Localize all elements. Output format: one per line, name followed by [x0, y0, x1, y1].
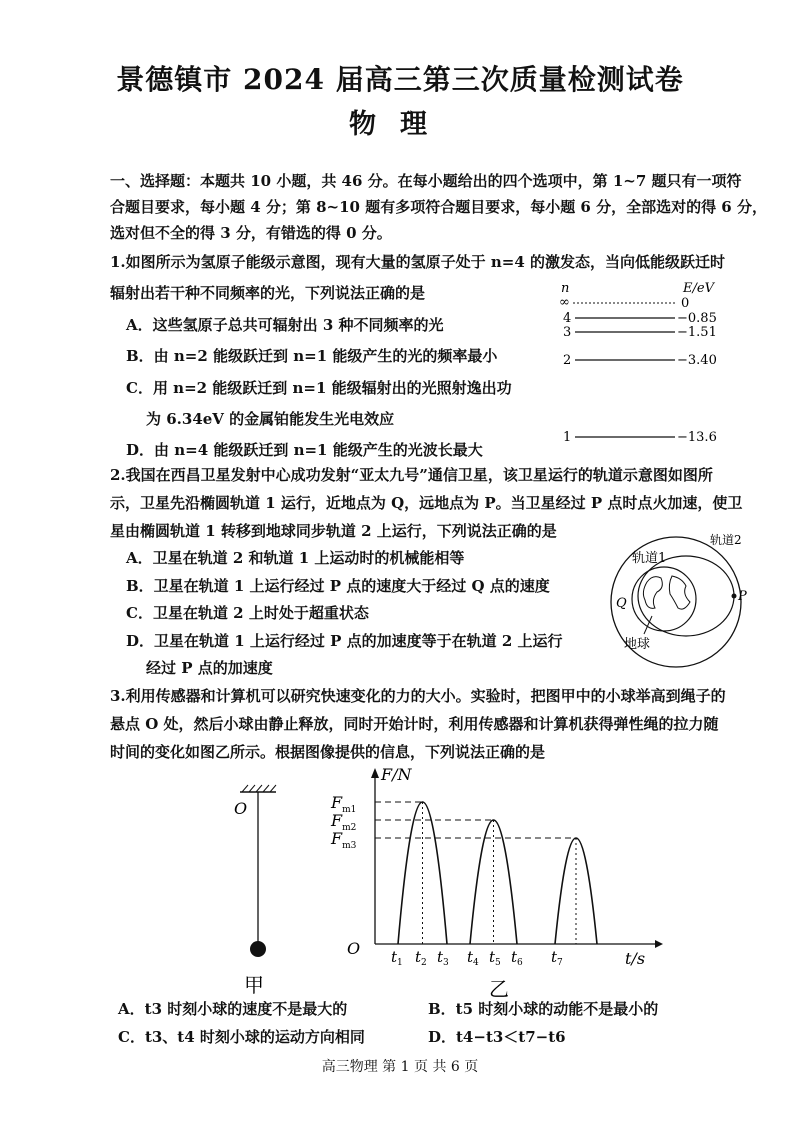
- figure-yi-label: 乙: [489, 977, 509, 1001]
- section-line-2: 合题目要求，每小题 4 分；第 8~10 题有多项符合题目要求，每小题 6 分，全部选对的得 6 分，: [110, 198, 767, 216]
- q2-option-d-1: D．卫星在轨道 1 上运行经过 P 点的加速度等于在轨道 2 上运行: [126, 632, 563, 650]
- fm-subscript-2: m2: [342, 823, 357, 833]
- earth-label: 地球: [624, 637, 651, 652]
- figure-yi-force-graph: [325, 762, 670, 1002]
- q2-option-b: B．卫星在轨道 1 上运行经过 P 点的速度大于经过 Q 点的速度: [126, 577, 550, 595]
- figure-jia-label: 甲: [244, 973, 264, 997]
- q1-stem-2: 辐射出若干种不同频率的光，下列说法正确的是: [110, 284, 426, 302]
- t-subscript-3: 3: [443, 958, 449, 968]
- t-label-2: $t_2$: [415, 948, 427, 968]
- q2-stem-1: 2.我国在西昌卫星发射中心成功发射“亚太九号”通信卫星，该卫星运行的轨道示意图如图所: [110, 466, 713, 484]
- origin-label: O: [347, 939, 361, 958]
- q3-stem-3: 时间的变化如图乙所示。根据图像提供的信息，下列说法正确的是: [110, 743, 546, 761]
- continent-outline-2: [669, 576, 690, 609]
- point-q-label: Q: [616, 596, 627, 611]
- point-p-dot: [732, 594, 737, 599]
- n-axis-label: n: [561, 281, 570, 296]
- q2-option-c: C．卫星在轨道 2 上时处于超重状态: [126, 604, 369, 622]
- level-e-4: −0.85: [677, 311, 717, 326]
- q3-option-a: A．t3 时刻小球的速度不是最大的: [118, 1000, 348, 1018]
- t-subscript-5: 5: [495, 958, 501, 968]
- level-e-1: −13.6: [677, 430, 717, 445]
- level-n-3: 3: [563, 325, 572, 340]
- level-n-1: 1: [563, 430, 572, 445]
- fm-label-2: $F_{m2}$: [331, 811, 357, 833]
- q1-option-c-1: C．用 n=2 能级跃迁到 n=1 能级辐射出的光照射逸出功: [126, 379, 512, 397]
- level-n-4: 4: [563, 311, 572, 326]
- q3-option-c: C．t3、t4 时刻小球的运动方向相同: [118, 1028, 365, 1046]
- point-p-label: P: [738, 589, 747, 604]
- fm-label-1: $F_{m1}$: [331, 793, 357, 815]
- page-footer: 高三物理 第 1 页 共 6 页: [321, 1059, 479, 1075]
- earth-circle: [632, 567, 696, 631]
- x-axis-label: t/s: [625, 949, 646, 968]
- x-axis-arrow: [655, 940, 663, 948]
- q2-option-d-2: 经过 P 点的加速度: [146, 659, 273, 677]
- subject-title: 物理: [349, 109, 451, 140]
- figure-jia-pendulum: [220, 782, 300, 1002]
- fm-label-3: $F_{m3}$: [331, 829, 357, 851]
- exam-title: 景德镇市 2024 届高三第三次质量检测试卷: [116, 63, 684, 96]
- energy-level-diagram: [555, 276, 755, 452]
- t-subscript-7: 7: [557, 958, 563, 968]
- q1-option-b: B．由 n=2 能级跃迁到 n=1 能级产生的光的频率最小: [126, 347, 498, 365]
- q3-stem-2: 悬点 O 处，然后小球由静止释放，同时开始计时，利用传感器和计算机获得弹性绳的拉力随: [110, 715, 719, 733]
- energy-axis-label: E/eV: [683, 281, 714, 296]
- q1-option-c-2: 为 6.34eV 的金属铂能发生光电效应: [146, 410, 395, 428]
- force-graph-layer: [330, 765, 663, 1001]
- section-line-3: 选对但不全的得 3 分，有错选的得 0 分。: [110, 224, 392, 242]
- suspension-point-label: O: [234, 799, 248, 818]
- q1-stem-1: 1.如图所示为氢原子能级示意图，现有大量的氢原子处于 n=4 的激发态，当向低能级跃迁时: [110, 253, 726, 271]
- q3-option-b: B．t5 时刻小球的动能不是最小的: [428, 1000, 659, 1018]
- t-subscript-2: 2: [421, 958, 427, 968]
- q1-option-a: A．这些氢原子总共可辐射出 3 种不同频率的光: [126, 316, 444, 334]
- t-label-7: $t_7$: [551, 948, 563, 968]
- fm-subscript-1: m1: [342, 805, 357, 815]
- ceiling-hatch: [242, 785, 276, 792]
- q3-stem-1: 3.利用传感器和计算机可以研究快速变化的力的大小。实验时，把图甲中的小球举高到绳子的: [110, 687, 726, 705]
- orbit-diagram: [592, 524, 772, 686]
- small-ball: [250, 941, 266, 957]
- continent-outline-1: [643, 577, 662, 609]
- t-label-1: $t_1$: [391, 948, 403, 968]
- t-label-4: $t_4$: [467, 948, 479, 968]
- level-e-inf: 0: [681, 296, 690, 311]
- level-n-inf: ∞: [559, 295, 570, 310]
- q3-option-d: D．t4−t3＜t7−t6: [428, 1028, 566, 1046]
- q1-option-d: D．由 n=4 能级跃迁到 n=1 能级产生的光波长最大: [126, 441, 483, 459]
- t-subscript-6: 6: [517, 958, 523, 968]
- q2-stem-3: 星由椭圆轨道 1 转移到地球同步轨道 2 上运行，下列说法正确的是: [110, 522, 557, 540]
- orbit-2-label: 轨道2: [710, 533, 742, 547]
- orbit-1-label: 轨道1: [632, 551, 667, 566]
- q2-stem-2: 示，卫星先沿椭圆轨道 1 运行，近地点为 Q，远地点为 P。当卫星经过 P 点时点火加速，使卫: [110, 494, 743, 512]
- t-subscript-4: 4: [473, 958, 479, 968]
- section-line-1: 一、选择题：本题共 10 小题，共 46 分。在每小题给出的四个选项中，第 1~7 题只有一项符: [110, 172, 742, 190]
- q2-option-a: A．卫星在轨道 2 和轨道 1 上运动时的机械能相等: [126, 549, 465, 567]
- y-axis-arrow: [371, 768, 379, 778]
- level-n-2: 2: [563, 353, 572, 368]
- level-e-2: −3.40: [677, 353, 717, 368]
- t-label-5: $t_5$: [489, 948, 501, 968]
- t-label-3: $t_3$: [437, 948, 449, 968]
- level-e-3: −1.51: [677, 325, 717, 340]
- t-label-6: $t_6$: [511, 948, 523, 968]
- t-subscript-1: 1: [397, 958, 403, 968]
- fm-subscript-3: m3: [342, 841, 357, 851]
- y-axis-label: F/N: [381, 765, 412, 784]
